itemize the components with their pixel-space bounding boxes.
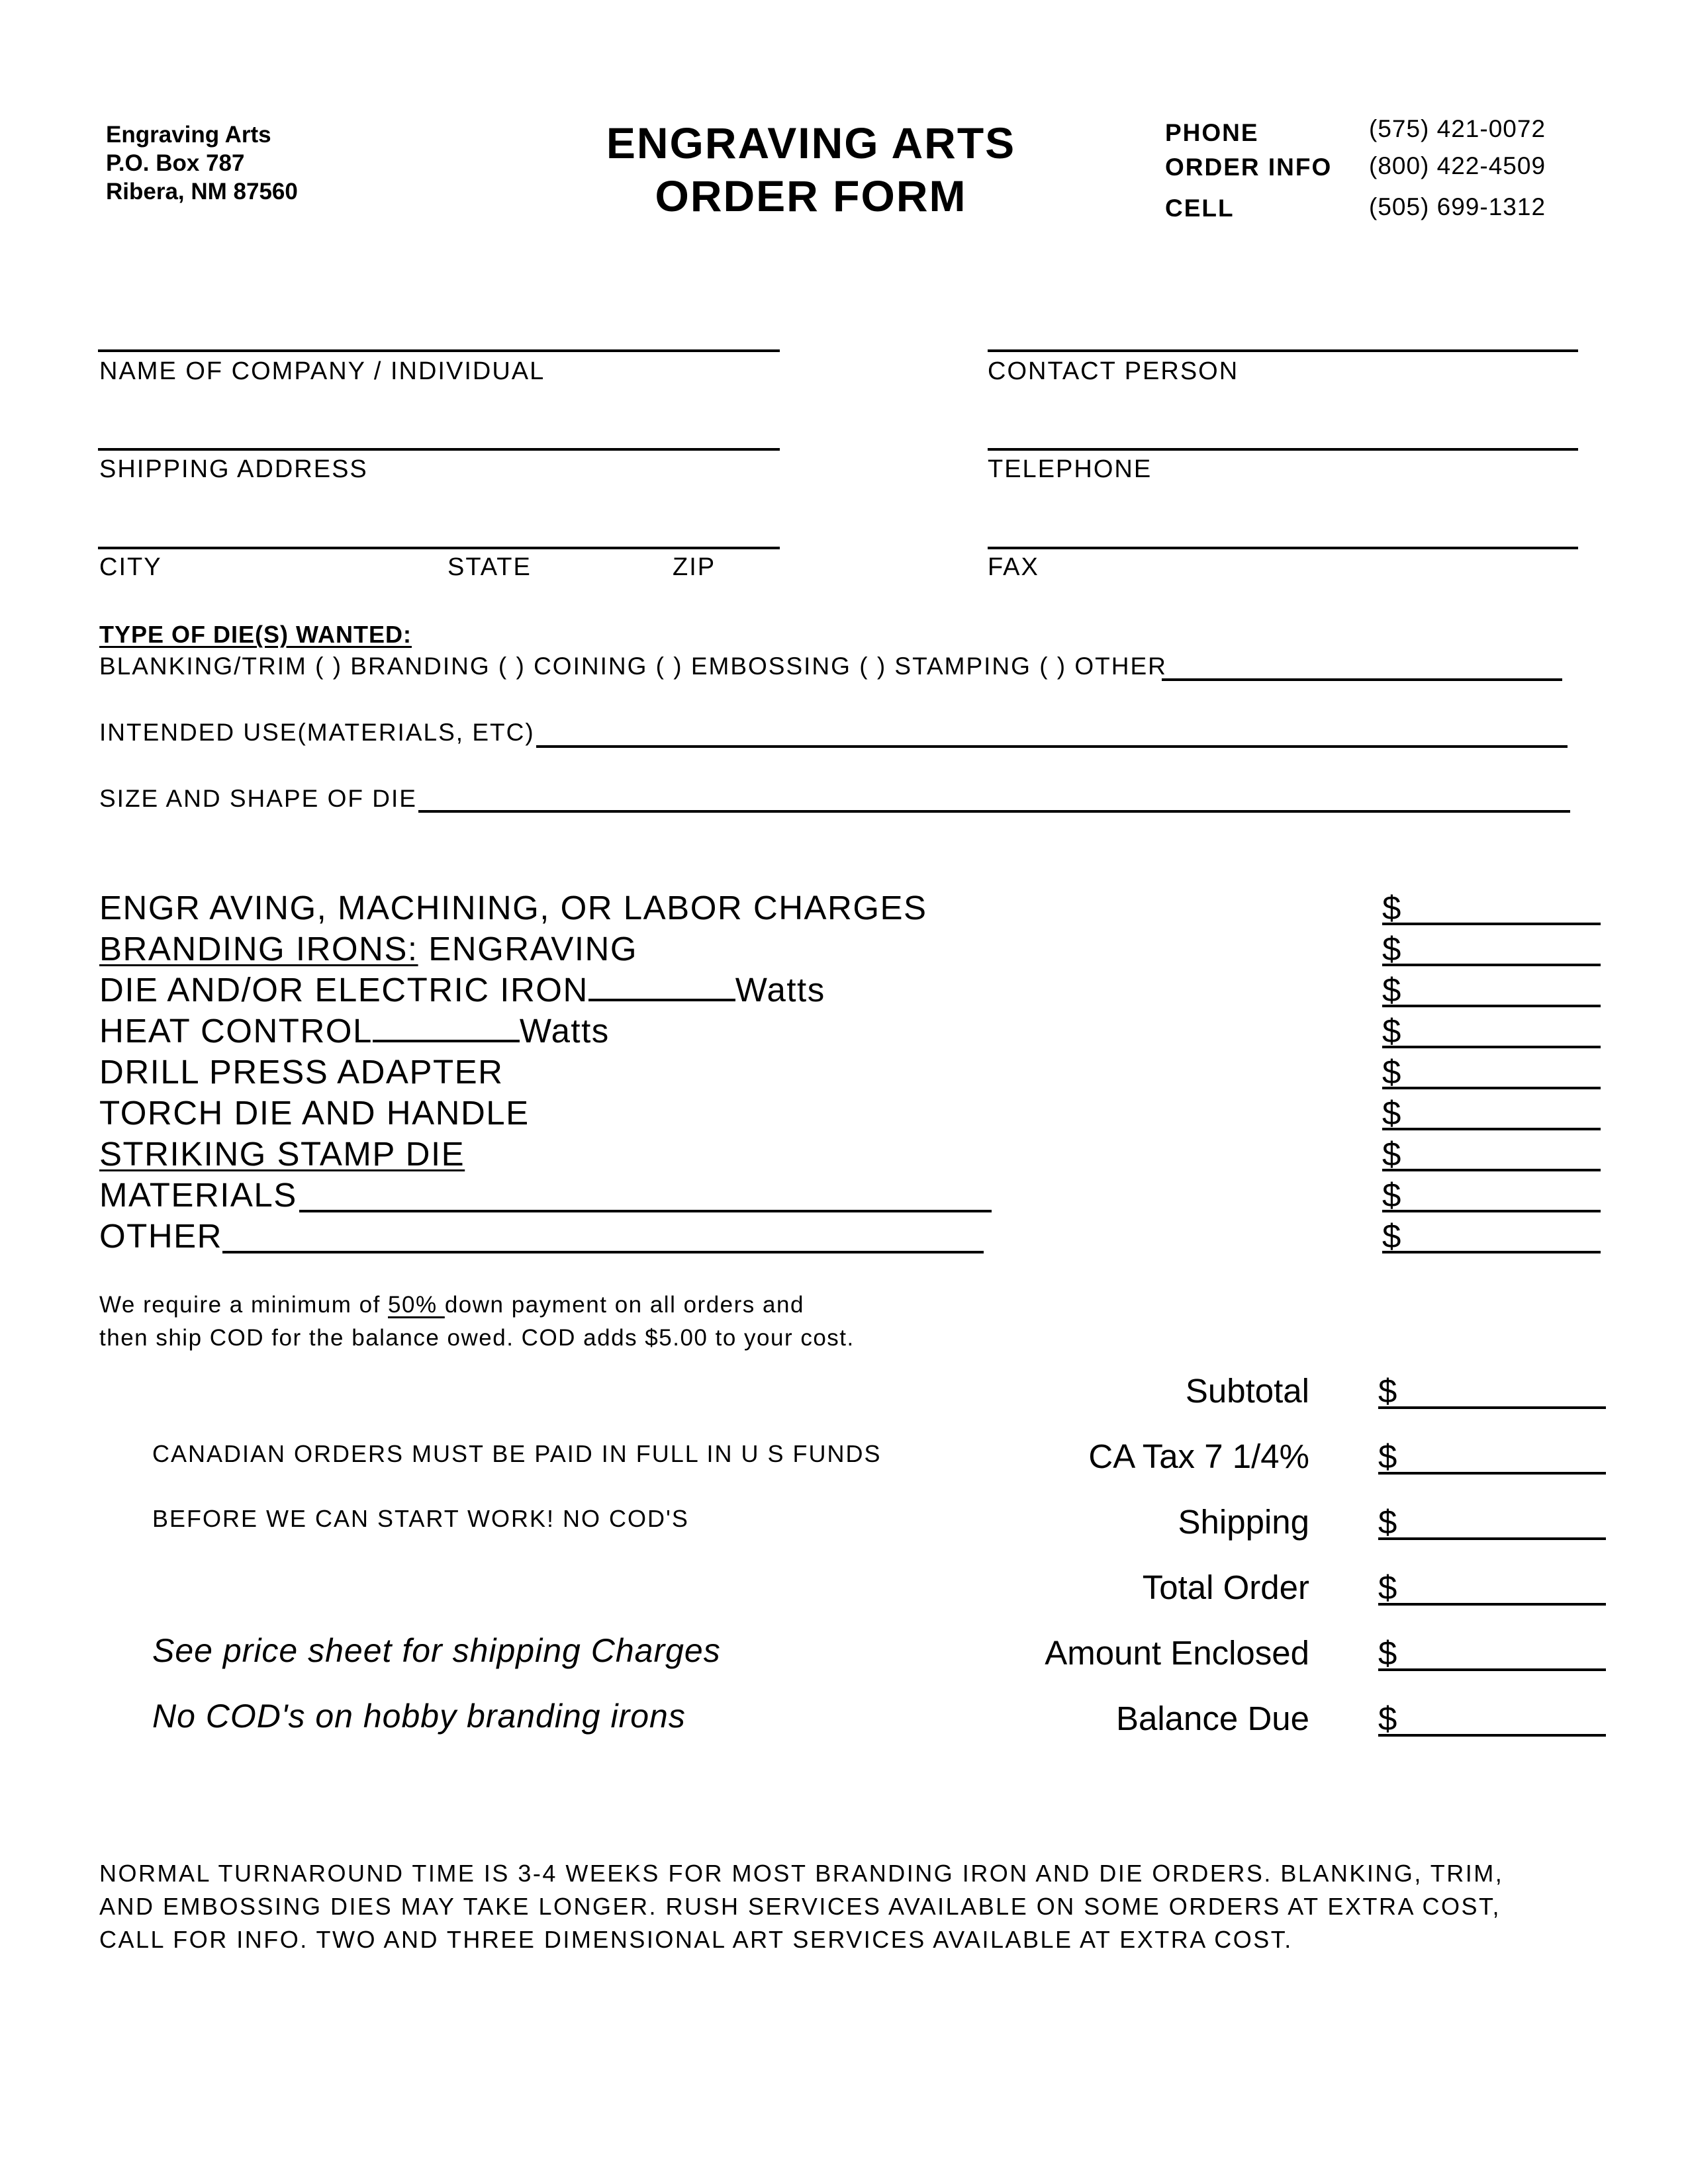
die-iron-watts-unit: Watts [735,971,825,1009]
die-iron-amount-line[interactable] [1382,1005,1601,1007]
other-charge-line[interactable] [222,1251,984,1253]
branding-irons-dollar: $ [1382,930,1401,968]
ca-tax-label: CA Tax 7 1/4% [1088,1437,1309,1475]
size-shape-label: SIZE AND SHAPE OF DIE [99,785,417,812]
company-field-label: NAME OF COMPANY / INDIVIDUAL [99,357,545,385]
amount-enclosed-dollar: $ [1378,1634,1397,1672]
shipping-amount-line[interactable] [1378,1537,1606,1540]
total-order-amount-line[interactable] [1378,1603,1606,1606]
amount-enclosed-label: Amount Enclosed [1045,1634,1309,1672]
canadian-notice-line-1: CANADIAN ORDERS MUST BE PAID IN FULL IN U S FUNDS [152,1440,882,1467]
ca-tax-amount-line[interactable] [1378,1472,1606,1475]
form-title [579,116,1043,222]
shipping-dollar: $ [1378,1503,1397,1541]
down-payment-percent: 50% [388,1292,445,1318]
torch-die-handle-label: TORCH DIE AND HANDLE [99,1094,530,1132]
payment-note-text-a: We require a minimum of [99,1292,389,1318]
branding-irons-amount-line[interactable] [1382,964,1601,966]
turnaround-notice [99,1857,1503,1956]
subtotal-dollar: $ [1378,1372,1397,1410]
amount-enclosed-amount-line[interactable] [1378,1668,1606,1671]
state-field-label: STATE [447,553,532,581]
branding-irons-prefix: BRANDING IRONS: [99,930,418,968]
striking-stamp-die-label: STRIKING STAMP DIE [99,1135,465,1173]
die-iron-dollar: $ [1382,971,1401,1009]
torch-die-amount-line[interactable] [1382,1128,1601,1130]
balance-due-amount-line[interactable] [1378,1734,1606,1737]
materials-line[interactable] [299,1210,992,1212]
striking-stamp-dollar: $ [1382,1135,1401,1173]
shipping-address-field-line[interactable] [98,448,780,451]
telephone-field-line[interactable] [988,448,1578,451]
order-info-label: ORDER INFO [1165,154,1333,181]
torch-die-dollar: $ [1382,1094,1401,1132]
shipping-price-note: See price sheet for shipping Charges [152,1632,721,1669]
total-order-label: Total Order [1142,1569,1309,1606]
other-charge-dollar: $ [1382,1217,1401,1255]
subtotal-label: Subtotal [1185,1372,1309,1410]
die-electric-iron-label [99,970,825,1009]
ca-tax-dollar: $ [1378,1437,1397,1475]
city-state-zip-field-line[interactable] [98,547,780,549]
payment-note-text-b: down payment on all orders and [444,1292,804,1318]
drill-press-dollar: $ [1382,1053,1401,1091]
materials-label: MATERIALS [99,1176,297,1214]
hobby-cod-note: No COD's on hobby branding irons [152,1698,686,1735]
other-charge-label: OTHER [99,1217,222,1255]
intended-use-label: INTENDED USE(MATERIALS, ETC) [99,719,535,746]
materials-amount-line[interactable] [1382,1210,1601,1212]
cell-value: (505) 699-1312 [1369,193,1546,220]
labor-charges-label: ENGR AVING, MACHINING, OR LABOR CHARGES [99,889,927,927]
turnaround-line-1: NORMAL TURNAROUND TIME IS 3-4 WEEKS FOR MOST BRANDING IRON AND DIE ORDERS. BLANKING, TRIM, [99,1860,1504,1887]
balance-due-dollar: $ [1378,1700,1397,1737]
heat-control-dollar: $ [1382,1012,1401,1050]
drill-press-adapter-label: DRILL PRESS ADAPTER [99,1053,504,1091]
die-type-options[interactable]: BLANKING/TRIM ( ) BRANDING ( ) COINING ( ) EMBOSSING ( ) STAMPING ( ) OTHER [99,653,1167,680]
heat-control-label [99,1011,610,1050]
intended-use-line[interactable] [536,745,1568,748]
company-field-line[interactable] [98,349,780,352]
materials-dollar: $ [1382,1176,1401,1214]
die-other-line[interactable] [1162,678,1562,681]
die-iron-watts-blank[interactable] [588,999,735,1001]
contact-field-line[interactable] [988,349,1578,352]
title-line-2: ORDER FORM [655,171,967,220]
shipping-address-field-label: SHIPPING ADDRESS [99,455,368,483]
telephone-field-label: TELEPHONE [988,455,1152,483]
address-line-name: Engraving Arts [106,122,271,148]
subtotal-amount-line[interactable] [1378,1406,1606,1409]
turnaround-line-3: CALL FOR INFO. TWO AND THREE DIMENSIONAL ART SERVICES AVAILABLE AT EXTRA COST. [99,1926,1293,1953]
cell-label: CELL [1165,195,1235,222]
shipping-label: Shipping [1178,1503,1309,1541]
other-charge-amount-line[interactable] [1382,1251,1601,1253]
striking-stamp-amount-line[interactable] [1382,1169,1601,1171]
city-field-label: CITY [99,553,162,581]
company-address [106,120,298,206]
size-shape-line[interactable] [418,810,1570,813]
branding-irons-label [99,929,637,968]
heat-control-watts-blank[interactable] [373,1040,520,1042]
zip-field-label: ZIP [673,553,716,581]
labor-charges-dollar: $ [1382,889,1401,927]
die-electric-iron-text: DIE AND/OR ELECTRIC IRON [99,971,588,1009]
total-order-dollar: $ [1378,1569,1397,1606]
balance-due-label: Balance Due [1115,1700,1309,1737]
address-line-city: Ribera, NM 87560 [106,179,298,205]
payment-note-line-2: then ship COD for the balance owed. COD adds $5.00 to your cost. [99,1325,855,1351]
phone-label: PHONE [1165,119,1259,146]
heat-control-amount-line[interactable] [1382,1046,1601,1048]
drill-press-amount-line[interactable] [1382,1087,1601,1089]
branding-irons-engraving: ENGRAVING [418,930,637,968]
heat-control-watts-unit: Watts [519,1012,610,1050]
die-type-heading: TYPE OF DIE(S) WANTED: [99,621,412,648]
order-info-value: (800) 422-4509 [1369,152,1546,179]
title-line-1: ENGRAVING ARTS [606,118,1016,167]
fax-field-label: FAX [988,553,1039,581]
contact-field-label: CONTACT PERSON [988,357,1239,385]
payment-note-line-1 [99,1292,804,1318]
address-line-pobox: P.O. Box 787 [106,150,245,176]
canadian-notice-line-2: BEFORE WE CAN START WORK! NO COD'S [152,1505,689,1532]
fax-field-line[interactable] [988,547,1578,549]
turnaround-line-2: AND EMBOSSING DIES MAY TAKE LONGER. RUSH SERVICES AVAILABLE ON SOME ORDERS AT EXTRA COST, [99,1893,1501,1920]
phone-value: (575) 421-0072 [1369,115,1546,142]
labor-charges-amount-line[interactable] [1382,923,1601,925]
heat-control-text: HEAT CONTROL [99,1012,373,1050]
